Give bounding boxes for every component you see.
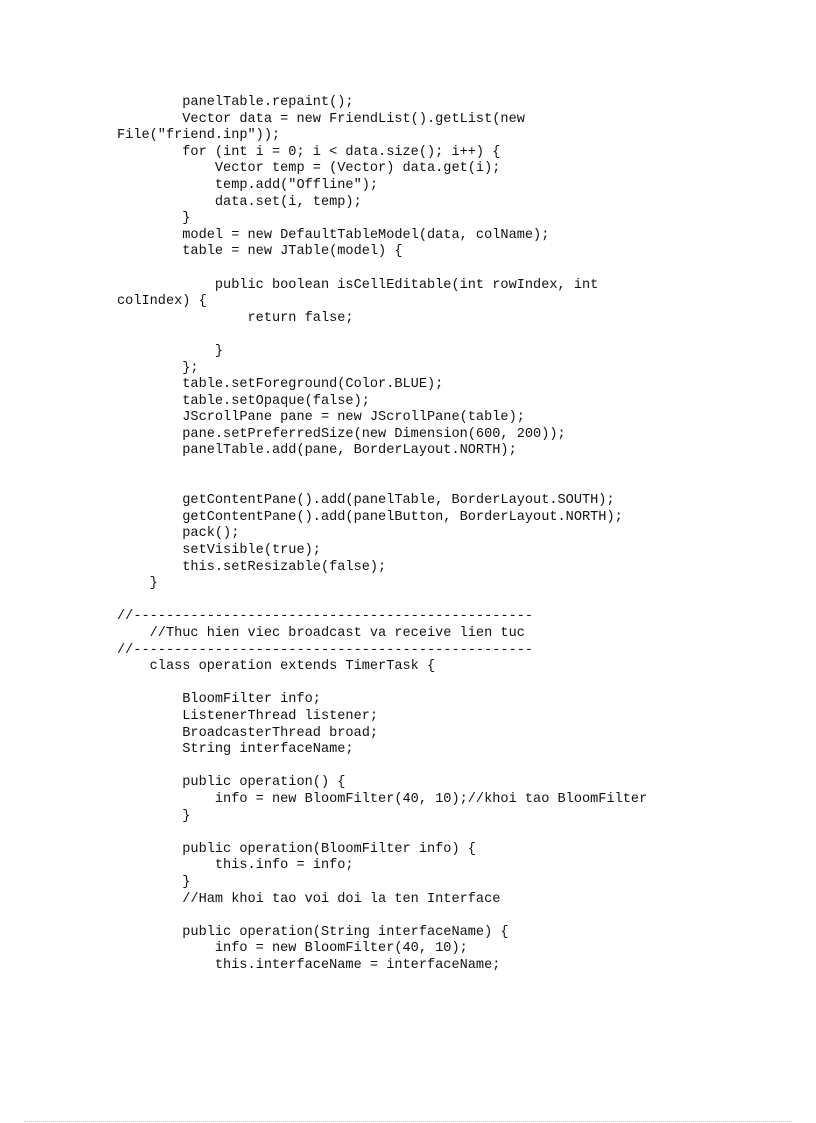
code-line: [117, 825, 647, 842]
code-line: Vector data = new FriendList().getList(new: [117, 111, 525, 127]
code-line: getContentPane().add(panelButton, BorderLayout.NORTH);: [117, 509, 623, 525]
code-line: for (int i = 0; i < data.size(); i++) {: [117, 144, 501, 160]
code-line: //-------------------------------------------------: [117, 642, 534, 658]
code-line: table.setOpaque(false);: [117, 393, 370, 409]
code-line: [117, 327, 647, 344]
code-line: table = new JTable(model) {: [117, 244, 403, 260]
code-line: [117, 908, 647, 925]
code-line: String interfaceName;: [117, 742, 354, 758]
code-line: BroadcasterThread broad;: [117, 725, 379, 741]
code-line: this.info = info;: [117, 858, 354, 874]
page-bottom-divider: [24, 1121, 792, 1122]
code-line: getContentPane().add(panelTable, BorderLayout.SOUTH);: [117, 493, 615, 509]
code-line: temp.add("Offline");: [117, 177, 379, 193]
code-line: }: [117, 343, 224, 359]
code-line: }: [117, 874, 191, 890]
code-line: Vector temp = (Vector) data.get(i);: [117, 161, 501, 177]
code-line: public operation(BloomFilter info) {: [117, 841, 476, 857]
code-line: [117, 477, 647, 494]
code-line: pane.setPreferredSize(new Dimension(600, 200));: [117, 426, 566, 442]
code-line: public operation(String interfaceName) {: [117, 924, 509, 940]
code-line: BloomFilter info;: [117, 692, 321, 708]
code-line: ListenerThread listener;: [117, 708, 379, 724]
code-line: this.setResizable(false);: [117, 559, 387, 575]
code-line: info = new BloomFilter(40, 10);//khoi tao BloomFilter: [117, 791, 648, 807]
code-line: [117, 676, 647, 693]
code-line: [117, 261, 647, 278]
code-line: }: [117, 808, 191, 824]
code-line: File("friend.inp"));: [117, 128, 281, 144]
code-line: [117, 759, 647, 776]
code-listing: [117, 95, 647, 974]
code-line: public operation() {: [117, 775, 346, 791]
code-line: //Thuc hien viec broadcast va receive lien tuc: [117, 626, 525, 641]
code-line: this.interfaceName = interfaceName;: [117, 957, 501, 973]
code-line: //Ham khoi tao voi doi la ten Interface: [117, 891, 501, 907]
code-line: }: [117, 576, 158, 592]
code-line: [117, 593, 647, 610]
code-line: data.set(i, temp);: [117, 194, 362, 210]
code-line: panelTable.add(pane, BorderLayout.NORTH);: [117, 443, 517, 459]
code-line: [117, 460, 647, 477]
code-line: }: [117, 211, 191, 227]
code-line: public boolean isCellEditable(int rowIndex, int: [117, 277, 599, 293]
code-line: JScrollPane pane = new JScrollPane(table);: [117, 410, 525, 426]
code-line: setVisible(true);: [117, 543, 321, 559]
code-line: info = new BloomFilter(40, 10);: [117, 941, 468, 957]
code-line: model = new DefaultTableModel(data, colName);: [117, 227, 550, 243]
code-line: //-------------------------------------------------: [117, 609, 534, 625]
code-line: };: [117, 360, 199, 376]
code-line: return false;: [117, 310, 354, 326]
code-line: pack();: [117, 526, 240, 542]
code-line: panelTable.repaint();: [117, 95, 354, 110]
code-line: class operation extends TimerTask {: [117, 659, 436, 675]
code-line: table.setForeground(Color.BLUE);: [117, 377, 444, 393]
code-line: colIndex) {: [117, 294, 207, 310]
